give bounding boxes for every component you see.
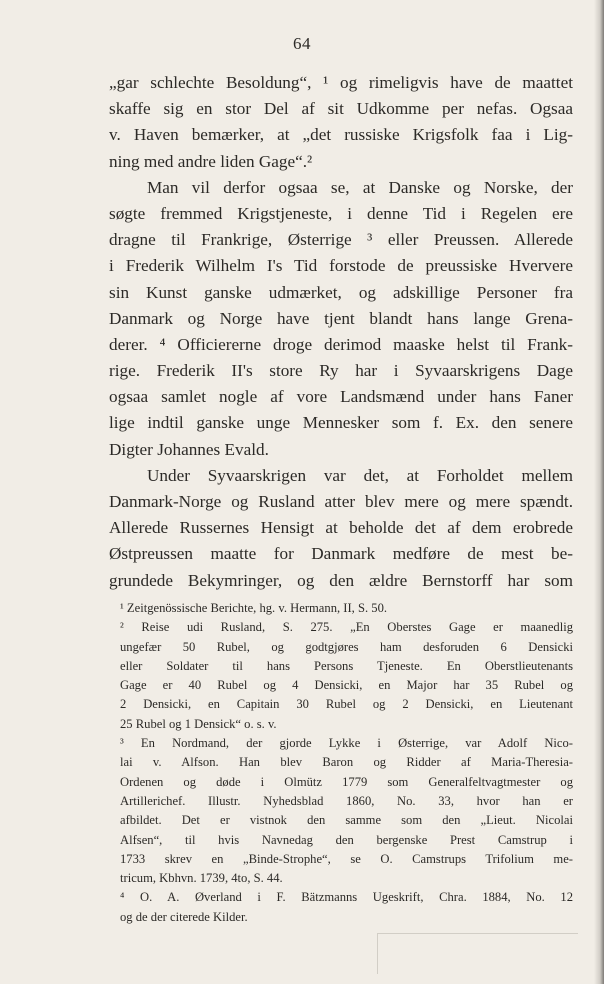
text-line: ning med andre liden Gage“.²	[109, 151, 313, 171]
footnote-line: Alfsen“, til hvis Navnedag den bergenske Prest Camstrup i	[120, 832, 573, 847]
text-line: Danmark-Norge og Rusland atter blev mere og mere spændt.	[109, 492, 573, 511]
footnote-line: 25 Rubel og 1 Densick“ o. s. v.	[120, 716, 277, 731]
text-line: Digter Johannes Evald.	[109, 439, 269, 459]
footnote-line: ⁴ O. A. Øverland i F. Bätzmanns Ugeskrift, Chra. 1884, No. 12	[120, 890, 573, 905]
footnote-line: lai v. Alfson. Han blev Baron og Ridder af Maria-Theresia-	[120, 755, 573, 770]
page-corner-mark	[377, 933, 578, 974]
text-line: Allerede Russernes Hensigt at beholde det af dem erobrede	[109, 518, 573, 538]
text-line: v. Haven bemærker, at „det russiske Krigsfolk faa i Lig-	[109, 125, 573, 145]
text-line: ogsaa samlet nogle af vore Landsmænd under hans Faner	[109, 387, 573, 407]
text-line: lige indtil ganske unge Mennesker som f. Ex. den senere	[109, 413, 573, 433]
text-line: Østpreussen maatte for Danmark medføre de mest be-	[109, 544, 573, 564]
page-edge-shadow	[594, 0, 604, 984]
text-line: søgte fremmed Krigstjeneste, i denne Tid i Regelen ere	[109, 203, 573, 223]
text-line: dragne til Frankrige, Østerrige ³ eller Preussen. Allerede	[109, 230, 573, 250]
footnote-line: Gage er 40 Rubel og 4 Densicki, en Major har 35 Rubel og	[120, 678, 573, 693]
text-line: grundede Bekymringer, og den ældre Bernstorff har som	[109, 570, 573, 590]
footnote-line: ¹ Zeitgenössische Berichte, hg. v. Hermann, II, S. 50.	[120, 601, 388, 615]
footnote-line: ungefær 50 Rubel, og godtgjøres ham desforuden 6 Densicki	[120, 639, 573, 654]
footnote-line: tricum, Kbhvn. 1739, 4to, S. 44.	[120, 871, 283, 886]
footnote-line: Ordenen og døde i Olmütz 1779 som Generalfeltvagtmester og	[120, 774, 573, 789]
footnote-line: og de der citerede Kilder.	[120, 909, 248, 924]
text-line: skaffe sig en stor Del af sit Udkomme per nefas. Ogsaa	[109, 99, 573, 119]
text-line: i Frederik Wilhelm I's Tid forstode de preussiske Hververe	[109, 256, 573, 276]
text-line: Under Syvaarskrigen var det, at Forholdet mellem	[147, 465, 573, 485]
footnote-line: Artillerichef. Illustr. Nyhedsblad 1860, No. 33, hvor han er	[120, 793, 573, 808]
page-number: 64	[293, 34, 311, 53]
footnote-line: ³ En Nordmand, der gjorde Lykke i Østerrige, var Adolf Nico-	[120, 736, 573, 751]
footnote-line: ² Reise udi Rusland, S. 275. „En Oberstes Gage er maanedlig	[120, 620, 573, 635]
text-line: Danmark og Norge have tjent blandt hans lange Grena-	[109, 308, 573, 328]
footnote-line: 2 Densicki, en Capitain 30 Rubel og 2 Densicki, en Lieutenant	[120, 697, 573, 712]
text-line: rige. Frederik II's store Ry har i Syvaarskrigens Dage	[109, 361, 573, 381]
text-line: „gar schlechte Besoldung“, ¹ og rimeligvis have de maattet	[109, 73, 573, 92]
text-line: sin Kunst ganske udmærket, og adskillige Personer fra	[109, 282, 573, 302]
footnote-line: afbildet. Det er vistnok den samme som den „Lieut. Nicolai	[120, 813, 573, 828]
main-text	[109, 70, 573, 594]
text-line: derer. ⁴ Officiererne droge derimod maaske helst til Frank-	[109, 334, 573, 354]
text-line: Man vil derfor ogsaa se, at Danske og Norske, der	[147, 177, 573, 197]
footnotes	[109, 599, 573, 927]
footnote-line: 1733 skrev en „Binde-Strophe“, se O. Camstrups Trifolium me-	[120, 851, 573, 866]
footnote-line: eller Soldater til hans Persons Tjeneste. En Oberstlieutenants	[120, 658, 573, 673]
